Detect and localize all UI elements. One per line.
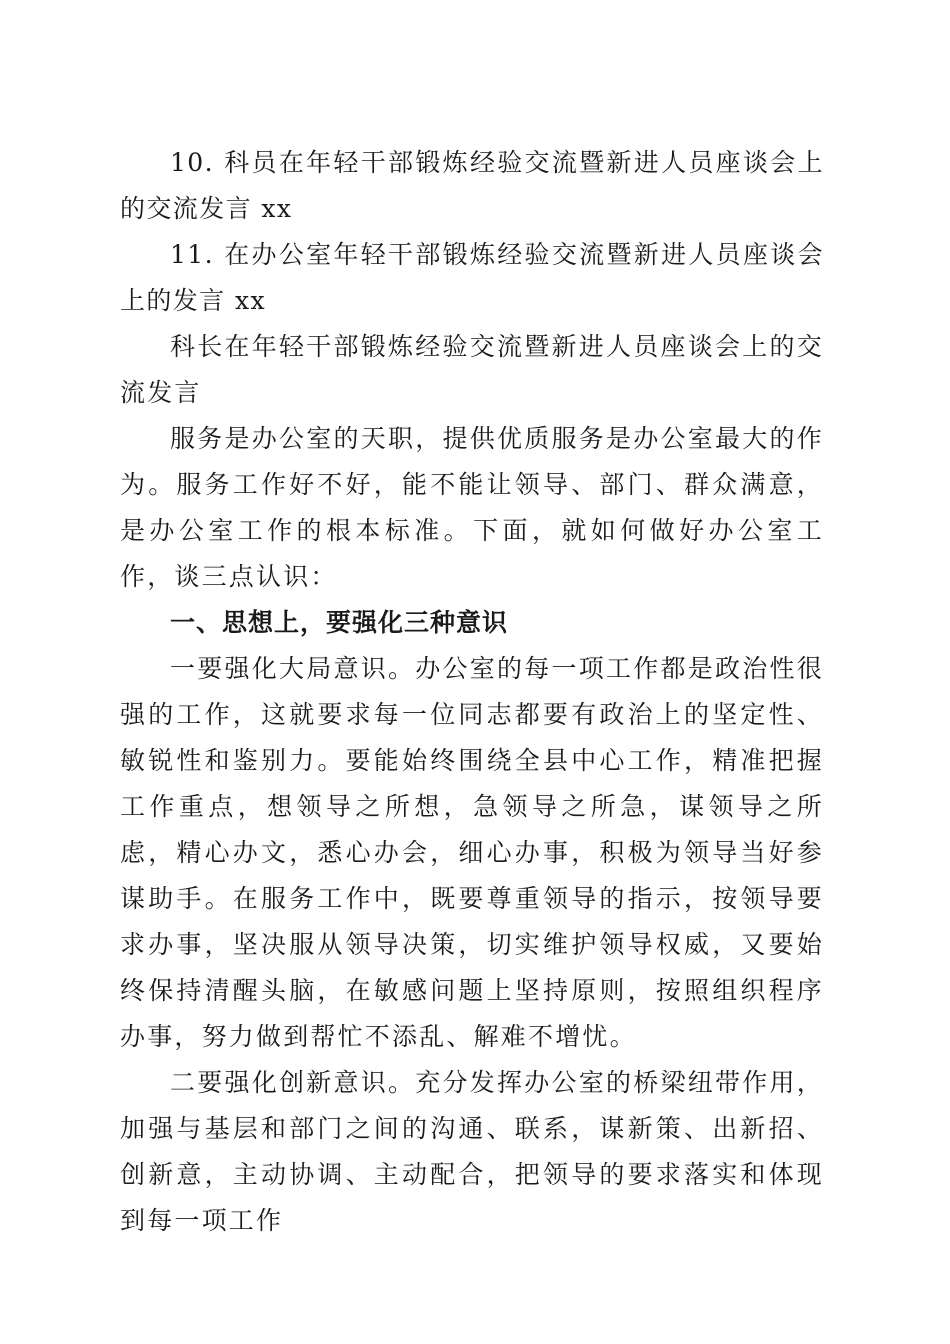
- document-page: [120, 140, 824, 1244]
- list-item-10: 10. 科员在年轻干部锻炼经验交流暨新进人员座谈会上的交流发言 xx: [120, 148, 824, 223]
- list-item-11: 11. 在办公室年轻干部锻炼经验交流暨新进人员座谈会上的发言 xx: [120, 240, 824, 315]
- intro-paragraph: 服务是办公室的天职，提供优质服务是办公室最大的作为。服务工作好不好，能不能让领导、部门、群众满意，是办公室工作的根本标准。下面，就如何做好办公室工作，谈三点认识：: [120, 424, 824, 591]
- section-heading-1: 一、思想上，要强化三种意识: [170, 608, 509, 637]
- speech-title-line: 科长在年轻干部锻炼经验交流暨新进人员座谈会上的交流发言: [120, 332, 824, 407]
- body-paragraph-2: 二要强化创新意识。充分发挥办公室的桥梁纽带作用，加强与基层和部门之间的沟通、联系，谋新策、出新招、创新意，主动协调、主动配合，把领导的要求落实和体现到每一项工作: [120, 1068, 824, 1235]
- body-paragraph-1: 一要强化大局意识。办公室的每一项工作都是政治性很强的工作，这就要求每一位同志都要有政治上的坚定性、敏锐性和鉴别力。要能始终围绕全县中心工作，精准把握工作重点，想领导之所想，急领导之所急，谋领导之所虑，精心办文，悉心办会，细心办事，积极为领导当好参谋助手。在服务工作中，既要尊重领导的指示，按领导要求办事，坚决服从领导决策，切实维护领导权威，又要始终保持清醒头脑，在敏感问题上坚持原则，按照组织程序办事，努力做到帮忙不添乱、解难不增忧。: [120, 654, 824, 1051]
